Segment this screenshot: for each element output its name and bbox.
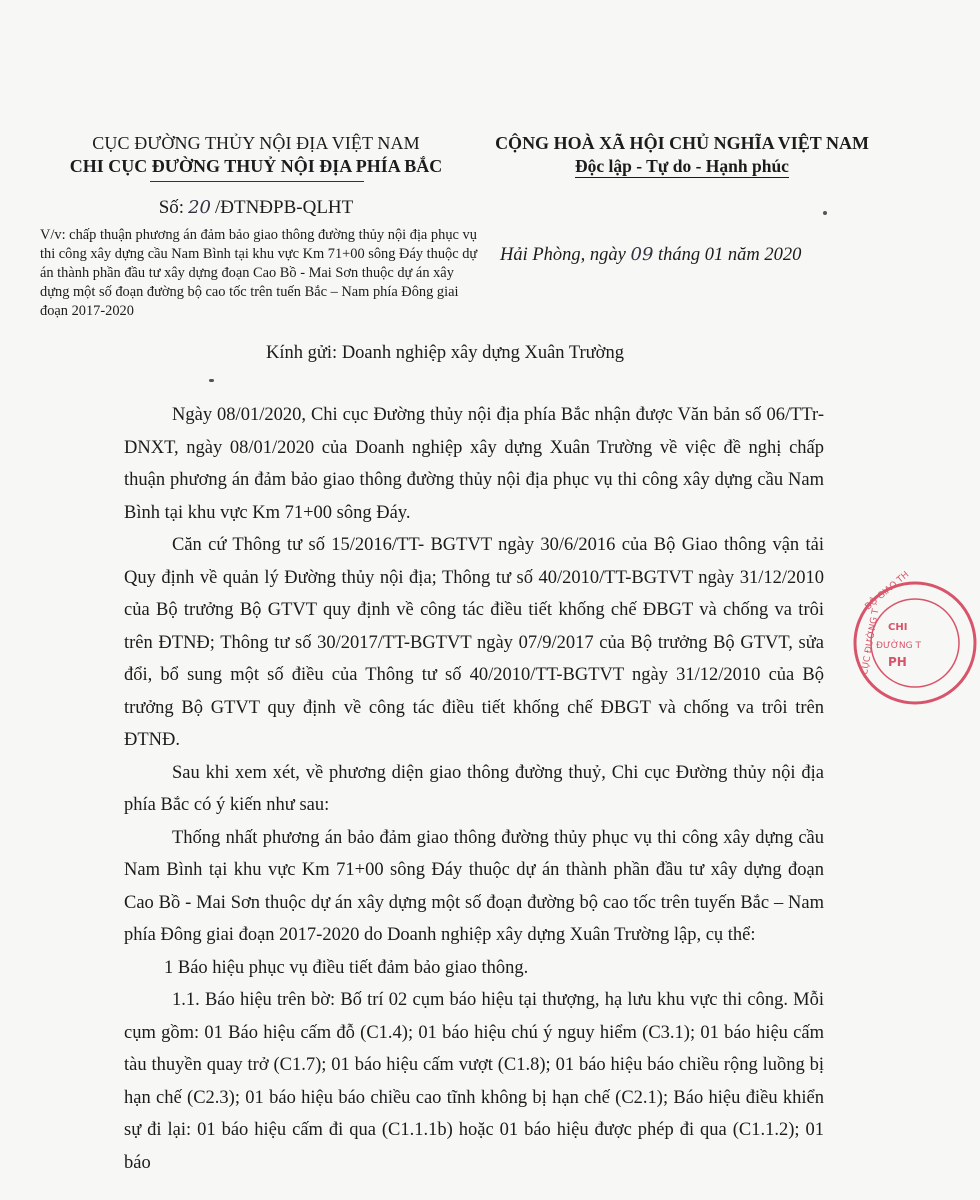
paragraph-4: Thống nhất phương án bảo đảm giao thông đường thủy phục vụ thi công xây dựng cầu Nam Bình tại khu vực Km 71+00 sông Đáy thuộc dự án thành phần đầu tư xây dựng đoạn Cao Bồ - Mai Sơn thuộc dự án xây dựng một số đoạn đường bộ cao tốc trên tuyến Bắc – Nam phía Đông giai đoạn 2017-2020 do Doanh nghiệp xây dựng Xuân Trường lập, cụ thể:	[124, 827, 824, 945]
paragraph-5: 1 Báo hiệu phục vụ điều tiết đảm bảo giao thông.	[164, 957, 529, 978]
parent-agency-name: CỤC ĐƯỜNG THỦY NỘI ĐỊA VIỆT NAM	[92, 133, 420, 153]
scan-speck	[209, 379, 214, 382]
official-seal-icon	[850, 569, 980, 708]
paragraph-1: Ngày 08/01/2020, Chi cục Đường thủy nội địa phía Bắc nhận được Văn bản số 06/TTr-DNXT, ngày 08/01/2020 của Doanh nghiệp xây dựng Xuân Trường về việc đề nghị chấp thuận phương án đảm bảo giao thông đường thủy nội địa phục vụ thi công xây dựng cầu Nam Bình tại khu vực Km 71+00 sông Đáy.	[124, 405, 824, 523]
issuing-agency	[40, 132, 472, 178]
subject-line: V/v: chấp thuận phương án đảm bảo giao thông đường thủy nội địa phục vụ thi công xây dựng cầu Nam Bình tại khu vực Km 71+00 sông Đáy thuộc dự án thành phần đầu tư xây dựng đoạn Cao Bồ - Mai Sơn thuộc dự án xây dựng một số đoạn đường bộ cao tốc trên tuến Bắc – Nam phía Đông giai đoạn 2017-2020	[40, 227, 478, 319]
reference-prefix: Số:	[158, 197, 185, 218]
issue-date	[500, 243, 870, 267]
reference-suffix: /ĐTNĐPB-QLHT	[214, 197, 354, 218]
paragraph-3: Sau khi xem xét, về phương diện giao thông đường thuỷ, Chi cục Đường thủy nội địa phía Bắc có ý kiến như sau:	[124, 762, 824, 815]
paragraph-6: 1.1. Báo hiệu trên bờ: Bố trí 02 cụm báo hiệu tại thượng, hạ lưu khu vực thi công. Mỗi cụm gồm: 01 Báo hiệu cấm đỗ (C1.4); 01 báo hiệu chú ý nguy hiểm (C3.1); 01 báo hiệu cấm tàu thuyền quay trở (C1.7); 01 báo hiệu cấm vượt (C1.8); 01 báo hiệu báo chiều rộng luồng bị hạn chế (C2.3); 01 báo hiệu báo chiều cao tĩnh không bị hạn chế (C2.1); Báo hiệu điều khiển sự đi lại: 01 báo hiệu cấm đi qua (C1.1.1b) hoặc 01 báo hiệu được phép đi qua (C1.1.2); 01 báo	[124, 990, 824, 1173]
letter-body	[124, 399, 824, 1179]
motto-text: Độc lập - Tự do - Hạnh phúc	[575, 156, 789, 176]
svg-text:CHI: CHI	[888, 622, 908, 633]
svg-text:PH: PH	[888, 655, 907, 669]
agency-underline	[150, 181, 364, 182]
national-heading	[492, 132, 872, 178]
svg-text:BỘ GIAO TH: BỘ GIAO TH	[863, 569, 912, 613]
svg-text:ĐƯỜNG T: ĐƯỜNG T	[876, 641, 921, 651]
date-prefix: Hải Phòng, ngày	[500, 245, 626, 265]
motto	[492, 154, 872, 178]
country-name: CỘNG HOÀ XÃ HỘI CHỦ NGHĨA VIỆT NAM	[495, 133, 869, 153]
date-handwritten-day: 09	[630, 244, 654, 265]
svg-text:CỤC ĐƯỜNG T: CỤC ĐƯỜNG T	[859, 608, 882, 676]
agency-name: CHI CỤC ĐƯỜNG THUỶ NỘI ĐỊA PHÍA BẮC	[69, 156, 443, 176]
paragraph-2: Căn cứ Thông tư số 15/2016/TT- BGTVT ngày 30/6/2016 của Bộ Giao thông vận tải Quy định về quản lý Đường thủy nội địa; Thông tư số 40/2010/TT-BGTVT ngày 31/12/2010 của Bộ trưởng Bộ GTVT quy định về công tác điều tiết khống chế ĐBGT và chống va trôi trên ĐTNĐ; Thông tư số 30/2017/TT-BGTVT ngày 07/9/2017 của Bộ trưởng Bộ GTVT, sửa đổi, bổ sung một số điều của Thông tư số 40/2010/TT-BGTVT ngày 31/12/2010 của Bộ trưởng Bộ GTVT quy định về công tác điều tiết khống chế ĐBGT và chống va trôi trên ĐTNĐ.	[124, 535, 824, 750]
scan-speck	[823, 211, 827, 215]
reference-number	[40, 196, 472, 220]
reference-handwritten-number: 20	[188, 197, 211, 218]
recipient-line: Kính gửi: Doanh nghiệp xây dựng Xuân Trường	[266, 343, 624, 363]
date-rest: tháng 01 năm 2020	[658, 245, 802, 265]
